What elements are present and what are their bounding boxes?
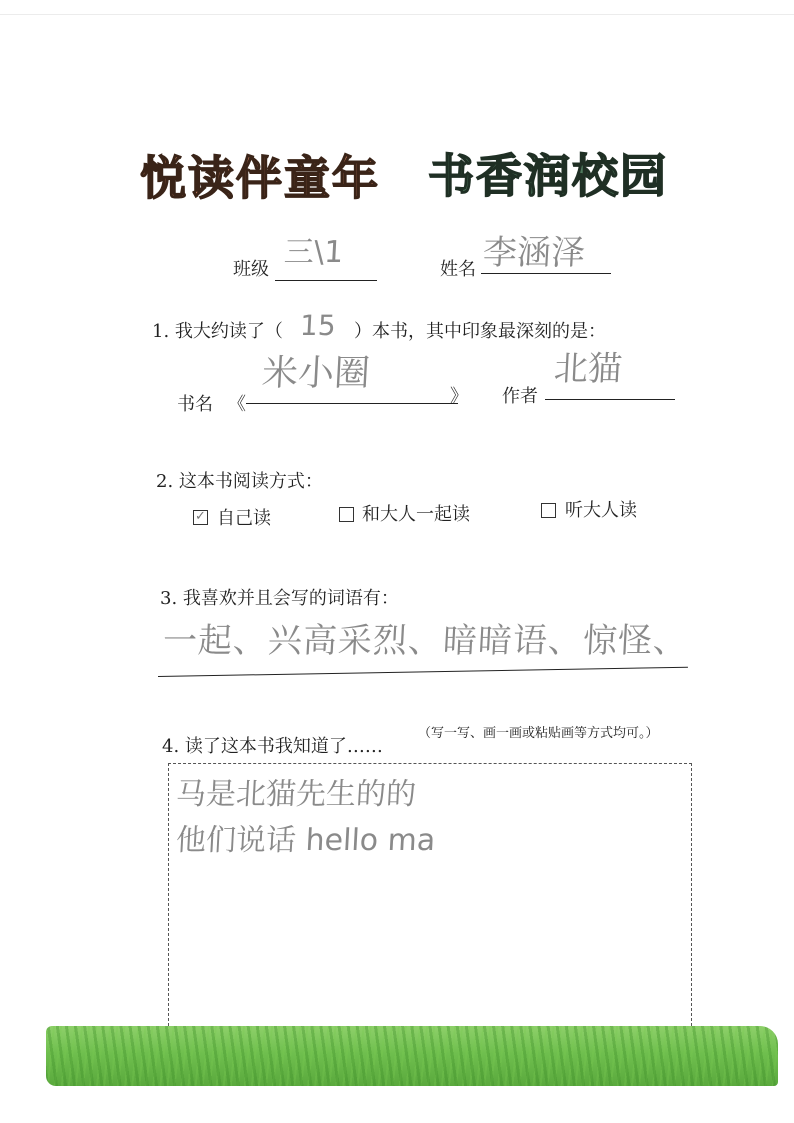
page-top-edge xyxy=(0,14,794,15)
q4-answer-line-2: 他们说话 hello ma xyxy=(175,823,437,858)
q1-prefix: 1. 我大约读了（ xyxy=(152,321,283,342)
title-left: 悦读伴童年 xyxy=(140,151,380,205)
option-listen-label: 听大人读 xyxy=(565,500,637,521)
author-value-handwritten: 北猫 xyxy=(552,349,624,389)
q3-question: 3. 我喜欢并且会写的词语有： xyxy=(160,588,399,609)
q4-note: （写一写、画一画或粘贴画等方式均可。） xyxy=(418,726,659,741)
option-self-label: 自己读 xyxy=(217,508,271,529)
name-label: 姓名 xyxy=(440,259,476,280)
q4-answer-line-1: 马是北猫先生的的 xyxy=(175,777,417,812)
author-underline xyxy=(545,399,675,400)
option-listen-checkbox[interactable] xyxy=(541,503,556,518)
class-value-handwritten: 三\1 xyxy=(283,235,345,270)
check-mark-icon: ✓ xyxy=(195,509,206,524)
title-right: 书香润校园 xyxy=(428,149,668,203)
q1-suffix: ）本书，其中印象最深刻的是： xyxy=(354,321,606,342)
name-underline xyxy=(481,273,611,274)
book-label: 书名 xyxy=(177,394,213,415)
q3-underline xyxy=(158,667,688,677)
q3-answer-handwritten: 一起、兴高采烈、暗暗语、惊怪、 xyxy=(161,621,690,661)
book-open-bracket: 《 xyxy=(228,394,246,415)
class-underline xyxy=(275,280,377,281)
author-label: 作者 xyxy=(502,386,538,407)
book-title-handwritten: 米小圈 xyxy=(260,353,372,394)
option-with-adult-label: 和大人一起读 xyxy=(362,504,470,525)
name-value-handwritten: 李涵泽 xyxy=(481,233,587,273)
q4-question: 4. 读了这本书我知道了…… xyxy=(162,736,383,757)
class-label: 班级 xyxy=(233,259,269,280)
grass-drawing xyxy=(46,1026,778,1086)
q2-question: 2. 这本书阅读方式： xyxy=(156,471,323,492)
q1-count-handwritten: 15 xyxy=(299,309,337,342)
book-underline xyxy=(246,403,458,404)
option-with-adult-checkbox[interactable] xyxy=(339,507,354,522)
book-close-bracket: 》 xyxy=(450,386,468,407)
